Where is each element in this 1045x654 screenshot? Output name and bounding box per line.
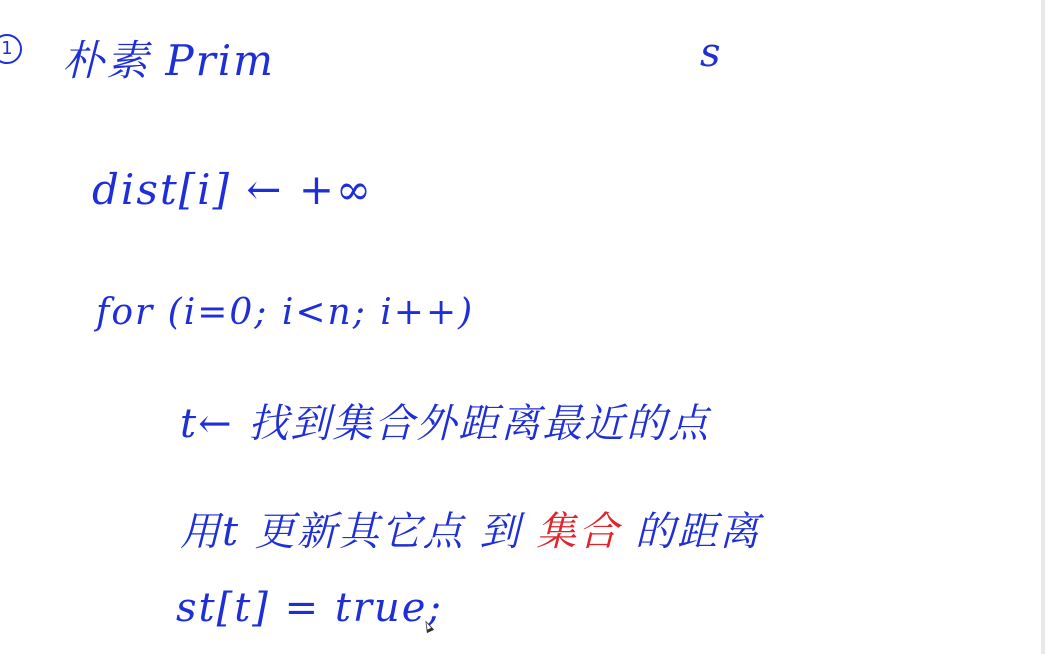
set-highlight: 集合 [536,509,621,555]
update-distance-line [180,500,761,557]
update-distance-prefix: 用t 更新其它点 到 [180,509,522,555]
dist-init-line: dist[i] ← +∞ [92,165,374,214]
mark-visited-line: st[t] = true; [176,585,443,631]
step-number-circle [0,34,22,64]
note-title: 朴素 Prim [62,36,275,85]
step-number: 1 [1,38,13,59]
for-loop-line: for (i=0; i<n; i++) [96,292,475,333]
update-distance-suffix: 的距离 [634,509,761,555]
corner-label: s [700,30,723,76]
find-nearest-line: t← 找到集合外距离最近的点 [180,401,711,447]
